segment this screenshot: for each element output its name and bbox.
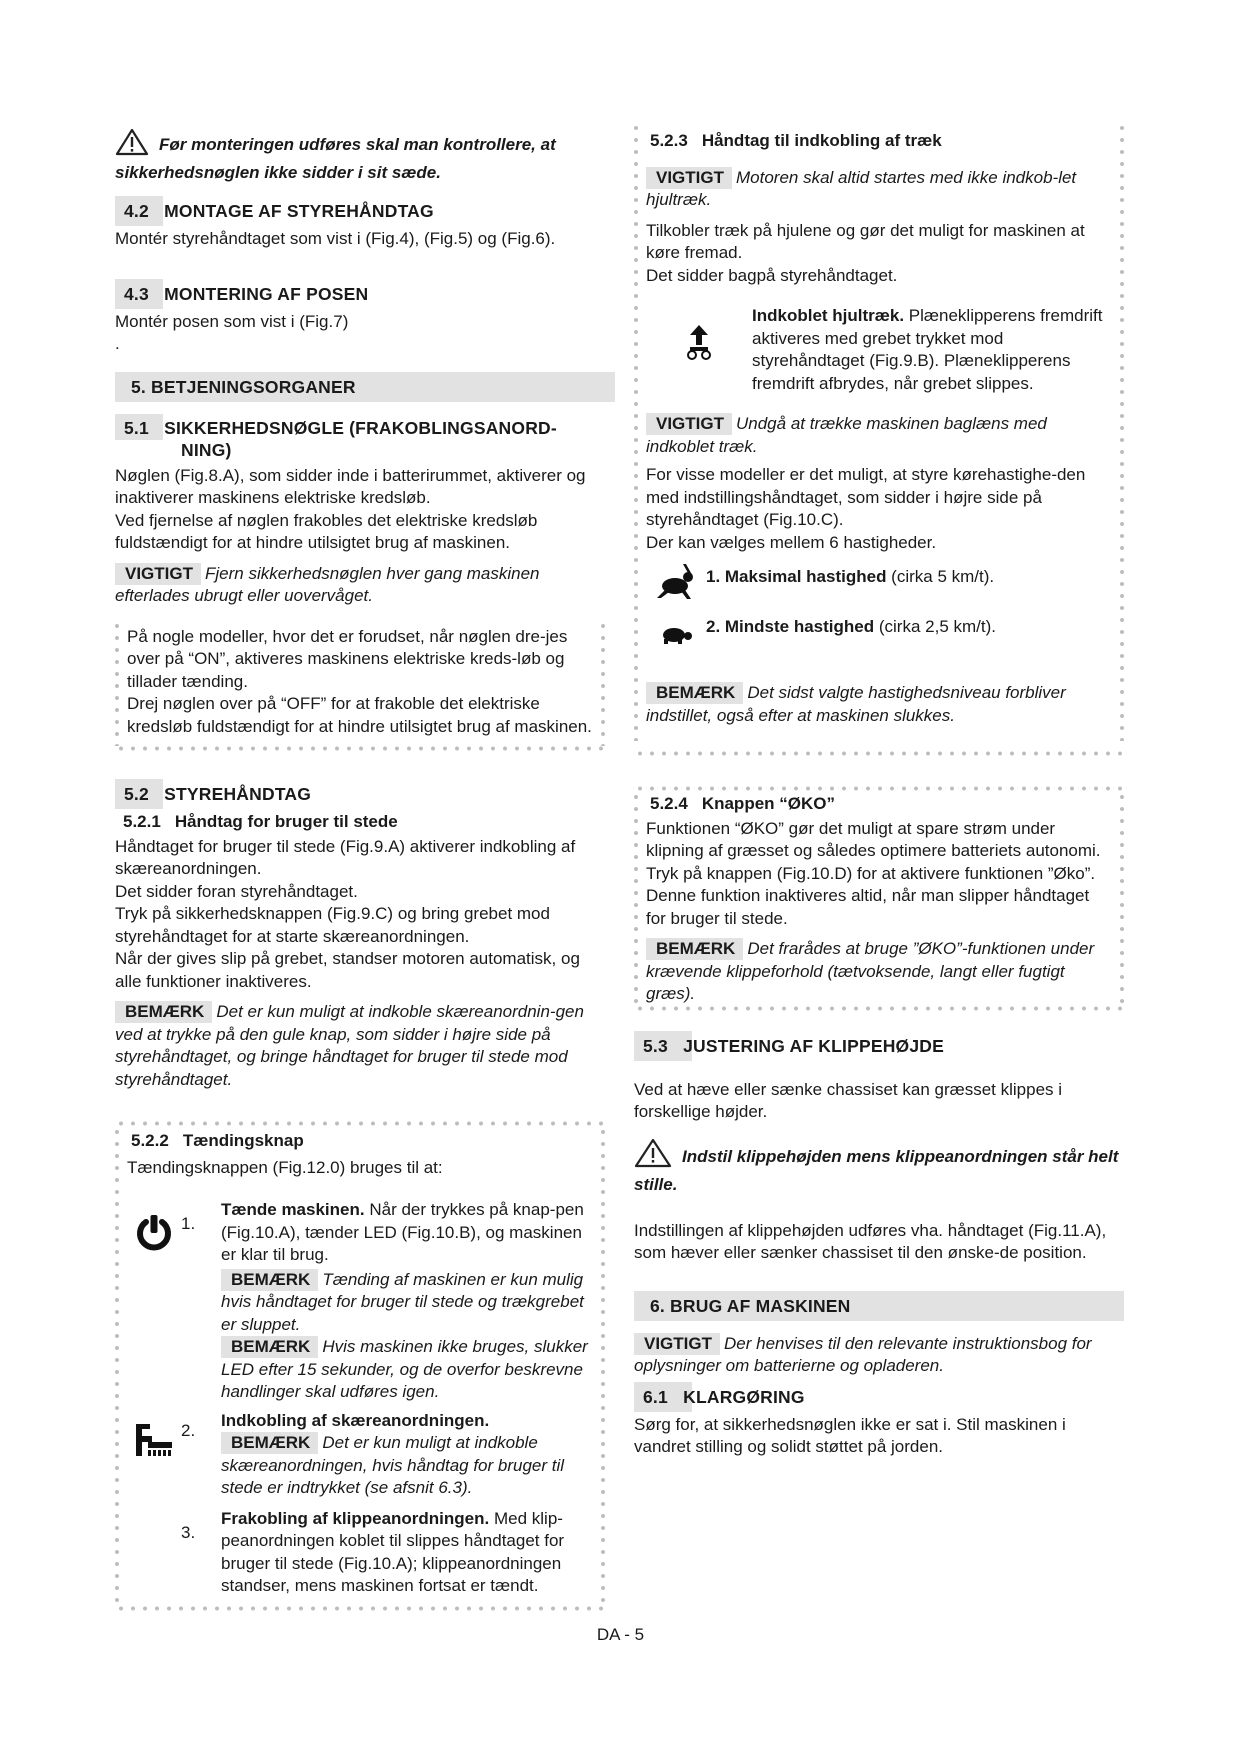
- section-5-2-1-p4: Når der gives slip på grebet, standser motoren automatisk, og alle funktioner inaktiveres.: [115, 949, 580, 991]
- divider: [115, 746, 605, 751]
- section-5-1-note: VIGTIGT Fjern sikkerhedsnøglen hver gang maskinen efterlades ubrugt eller uovervåget.: [115, 563, 540, 605]
- ignition-item-2: 2. Indkobling af skæreanordningen. BEMÆRK Det er kun muligt at indkoble skæreanordningen, hvis håndtag for bruger til stede er indtrykket (se afsnit 6.3).: [127, 1410, 593, 1500]
- speed-max-item: 1. Maksimal hastighed (cirka 5 km/t).: [646, 564, 1112, 600]
- section-5-2-4-note: BEMÆRK Det frarådes at bruge ”ØKO”-funktionen under krævende klippeforhold (tætvoksende, langt eller fugtigt græs).: [646, 939, 1095, 1003]
- left-column: [115, 128, 605, 1611]
- eco-box: 5.2.4 Knappen “ØKO” Funktionen “ØKO” gør det muligt at spare strøm under klipning af græsset og således optimere batteriets autonomi. Tryk på knappen (Fig.10.D) for at aktivere funktionen ”Øko”. Denne funktion inaktiveres altid, når man slipper håndtaget for bruger til stede. BEMÆRK Det frarådes at bruge ”ØKO”-funktionen under krævende klippeforhold (tætvoksende, langt eller fugtigt græs).: [634, 786, 1124, 1011]
- section-5-1-p2: Ved fjernelse af nøglen frakobles det elektriske kredsløb fuldstændigt for at hindre utilsigtet brug af maskinen.: [115, 510, 538, 552]
- section-4-2-heading: 4.2 MONTAGE AF STYREHÅNDTAG: [115, 194, 605, 228]
- section-5-2-1-p3: Tryk på sikkerhedsknappen (Fig.9.C) og bring grebet mod styrehåndtaget for at starte skæreanordningen.: [115, 904, 550, 946]
- section-5-2-1-note: BEMÆRK Det er kun muligt at indkoble skæreanordnin-gen ved at trykke på den gule knap, som sidder i højre side på styrehåndtaget, og bringe håndtaget for bruger til stede mod styrehåndtaget.: [115, 1002, 584, 1089]
- section-5-2-1-p1: Håndtaget for bruger til stede (Fig.9.A) aktiverer indkobling af skæreanordningen.: [115, 836, 576, 878]
- section-5-1-p1: Nøglen (Fig.8.A), som sidder inde i batterirummet, aktiverer og inaktiverer maskinens elektriske kredsløb.: [115, 465, 586, 507]
- section-5-2-3-note1: VIGTIGT Motoren skal altid startes med ikke indkob-let hjultræk.: [646, 167, 1077, 209]
- section-5-2-3-heading: 5.2.3 Håndtag til indkobling af træk: [650, 131, 942, 150]
- section-4-3-text: Montér posen som vist i (Fig.7): [115, 311, 349, 331]
- warning-triangle-icon: [115, 128, 149, 162]
- right-column: [634, 122, 1124, 1459]
- section-5-2-4-heading: 5.2.4 Knappen “ØKO”: [650, 794, 835, 813]
- section-5-2-heading: 5.2 STYREHÅNDTAG: [115, 777, 605, 811]
- section-4-2-text: Montér styrehåndtaget som vist i (Fig.4), (Fig.5) og (Fig.6).: [115, 229, 556, 248]
- section-5-heading: 5. BETJENINGSORGANER: [115, 370, 605, 406]
- section-5-2-2-intro: Tændingsknappen (Fig.12.0) bruges til at:: [127, 1157, 443, 1177]
- key-info-box: På nogle modeller, hvor det er forudset, når nøglen dre-jes over på “ON”, aktiveres maskinens elektriske kreds-løb og tillader tænding. Drej nøglen over på “OFF” for at frakoble det elektriske kredsløb fuldstændigt for at hindre utilsigtet brug af maskinen.: [115, 620, 605, 747]
- section-5-2-1-p2: Det sidder foran styrehåndtaget.: [115, 881, 358, 901]
- section-6-heading: 6. BRUG AF MASKINEN: [634, 1289, 1124, 1325]
- hare-icon: [646, 564, 706, 600]
- section-5-1-heading: 5.1 SIKKERHEDSNØGLE (FRAKOBLINGSANORD- NING): [115, 412, 605, 461]
- drive-box: 5.2.3 Håndtag til indkobling af træk VIGTIGT Motoren skal altid startes med ikke indkob-let hjultræk. Tilkobler træk på hjulene og gør det muligt for maskinen at køre fremad. Det sidder bagpå styrehåndtaget. Indkoblet hjultræk. Plæneklipperens fremdrift aktiveres med grebet trykket mod styrehåndtaget (Fig.9.B). Plæneklipperens fremdrift afbrydes, når grebet slippes. VIGTIGT Undgå at trække maskinen baglæns med indkoblet træk. For visse modeller er det muligt, at styre kørehastighe-den med indstillingshåndtaget, som sidder i højre side på styrehåndtaget (Fig.10.C). Der kan vælges mellem 6 hastigheder. 1. Maksimal hastighed (cirka 5 km/t). 2. Mindste hastighed (cirka 2,5 km/t). BEMÆRK Det sidst valgte hastighedsniveau forbliver indstillet, også efter at maskinen slukkes.: [634, 122, 1124, 756]
- section-4-3-heading: 4.3 MONTERING AF POSEN: [115, 277, 605, 311]
- warning-triangle-icon: [634, 1138, 672, 1174]
- ignition-box: [115, 1121, 605, 1611]
- section-6-1-p1: Sørg for, at sikkerhedsnøglen ikke er sat i. Stil maskinen i vandret stilling og solidt støttet på jorden.: [634, 1414, 1066, 1456]
- ignition-item-3: 3. Frakobling af klippeanordningen. Med klip-peanordningen koblet til slippes håndtaget for bruger til stede (Fig.10.A); klippeanordningen standser, mens maskinen fortsat er tændt.: [181, 1508, 565, 1595]
- speed-min-item: 2. Mindste hastighed (cirka 2,5 km/t).: [646, 616, 1112, 644]
- power-icon: [127, 1199, 181, 1404]
- section-5-3-p2: Indstillingen af klippehøjden udføres vha. håndtaget (Fig.11.A), som hæver eller sænker chassiset til den ønske-de position.: [634, 1220, 1107, 1262]
- section-5-2-2-heading: 5.2.2 Tændingsknap: [131, 1131, 304, 1150]
- ignition-item-1: 1. Tænde maskinen. Når der trykkes på knap-pen (Fig.10.A), tænder LED (Fig.10.B), og maskinen er klar til brug. BEMÆRK Tænding af maskinen er kun mulig hvis håndtaget for bruger til stede og trækgrebet er sluppet. BEMÆRK Hvis maskinen ikke bruges, slukker LED efter 15 sekunder, og de overfor beskrevne handlinger skal udføres igen.: [127, 1199, 593, 1404]
- drive-item: Indkoblet hjultræk. Plæneklipperens fremdrift aktiveres med grebet trykket mod styrehåndtaget (Fig.9.B). Plæneklipperens fremdrift afbrydes, når grebet slippes.: [646, 305, 1112, 395]
- section-5-2-1-heading: 5.2.1 Håndtag for bruger til stede: [123, 812, 398, 831]
- section-5-2-3-note2: VIGTIGT Undgå at trække maskinen baglæns med indkoblet træk.: [646, 414, 1047, 456]
- warning-cutting-height: Indstil klippehøjden mens klippeanordningen står helt stille.: [634, 1138, 1124, 1196]
- page-number: DA - 5: [596, 1625, 645, 1644]
- section-5-3-heading: 5.3 JUSTERING AF KLIPPEHØJDE: [634, 1029, 1124, 1063]
- section-6-note: VIGTIGT Der henvises til den relevante instruktionsbog for oplysninger om batterierne og opladeren.: [634, 1333, 1092, 1375]
- section-6-1-heading: 6.1 KLARGØRING: [634, 1380, 1124, 1414]
- section-5-3-p1: Ved at hæve eller sænke chassiset kan græsset klippes i forskellige højder.: [634, 1079, 1063, 1121]
- warning-key: Før monteringen udføres skal man kontrollere, at sikkerhedsnøglen ikke sidder i sit sæde.: [115, 128, 605, 184]
- drive-engage-icon: [646, 305, 752, 395]
- turtle-icon: [646, 616, 706, 644]
- section-4-3-dot: .: [115, 334, 120, 353]
- section-5-2-3-note3: BEMÆRK Det sidst valgte hastighedsniveau forbliver indstillet, også efter at maskinen slukkes.: [646, 683, 1066, 725]
- blade-engage-icon: [127, 1410, 181, 1500]
